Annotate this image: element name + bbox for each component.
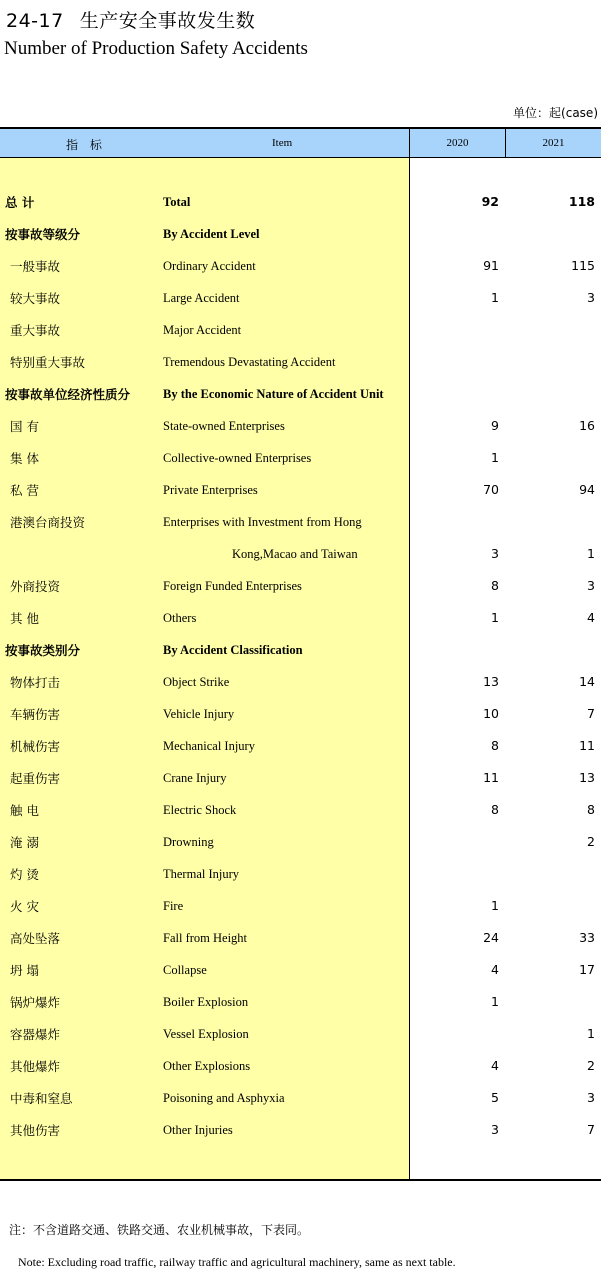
top-rule	[0, 127, 601, 129]
value-2021: 3	[587, 578, 595, 593]
value-2020: 1	[491, 994, 499, 1009]
table-row	[0, 254, 601, 286]
row-label-cn: 机械伤害	[10, 739, 61, 754]
row-label-cn: 按事故等级分	[5, 227, 81, 242]
row-label-en: Others	[163, 611, 197, 625]
row-label-en: Collective-owned Enterprises	[163, 451, 312, 465]
table-title-en: Number of Production Safety Accidents	[4, 38, 308, 59]
table-row	[0, 702, 601, 734]
row-label-cn: 触 电	[10, 803, 39, 818]
value-2020: 8	[491, 738, 499, 753]
value-2020: 1	[491, 898, 499, 913]
row-label-en: Large Accident	[163, 291, 240, 305]
row-label-en: Other Injuries	[163, 1123, 233, 1137]
row-label-cn: 其他爆炸	[10, 1059, 61, 1074]
row-label-cn: 私 营	[10, 483, 39, 498]
value-2021: 1	[587, 1026, 595, 1041]
value-2021: 115	[571, 258, 595, 273]
value-2021: 3	[587, 290, 595, 305]
table-row	[0, 318, 601, 350]
row-label-en: Foreign Funded Enterprises	[163, 579, 302, 593]
row-label-cn: 港澳台商投资	[10, 515, 86, 530]
table-row	[0, 1118, 601, 1150]
unit-label: 单位：起(case)	[513, 106, 598, 120]
value-2021: 7	[587, 1122, 595, 1137]
header-year-2021: 2021	[542, 137, 565, 149]
row-label-en: Thermal Injury	[163, 867, 240, 881]
row-label-en: Boiler Explosion	[163, 995, 249, 1009]
table-row	[0, 542, 601, 574]
table-row	[0, 574, 601, 606]
value-2021: 94	[579, 482, 595, 497]
table-row	[0, 990, 601, 1022]
row-label-en: Electric Shock	[163, 803, 237, 817]
row-label-en: Ordinary Accident	[163, 259, 256, 273]
row-label-cn: 灼 烫	[10, 867, 39, 882]
value-2020: 1	[491, 290, 499, 305]
bottom-rule	[0, 1179, 601, 1181]
row-label-cn: 坍 塌	[10, 963, 39, 978]
value-2020: 92	[481, 194, 499, 209]
value-2021: 14	[579, 674, 595, 689]
value-2020: 3	[491, 1122, 499, 1137]
row-label-cn: 集 体	[10, 451, 39, 466]
table-row	[0, 222, 601, 254]
row-label-en: Private Enterprises	[163, 483, 258, 497]
value-2021: 33	[579, 930, 595, 945]
table-row	[0, 350, 601, 382]
value-2020: 10	[483, 706, 499, 721]
value-2021: 2	[587, 834, 595, 849]
table-row	[0, 478, 601, 510]
row-label-en: Major Accident	[163, 323, 242, 337]
header-item-en: Item	[272, 137, 293, 149]
row-label-cn: 容器爆炸	[10, 1027, 61, 1042]
table-row	[0, 1022, 601, 1054]
row-label-en: Vessel Explosion	[163, 1027, 249, 1041]
header-year-2020: 2020	[446, 137, 469, 149]
row-label-en: Total	[163, 195, 191, 209]
value-2020: 70	[483, 482, 499, 497]
row-label-en: Fire	[163, 899, 184, 913]
table-row	[0, 766, 601, 798]
value-2020: 9	[491, 418, 499, 433]
table-row	[0, 670, 601, 702]
row-label-en: Object Strike	[163, 675, 230, 689]
row-label-cn: 物体打击	[10, 675, 61, 690]
value-2020: 91	[483, 258, 499, 273]
row-label-en: Poisoning and Asphyxia	[163, 1091, 285, 1105]
header-indicator-cn: 指 标	[66, 138, 106, 152]
value-2020: 24	[483, 930, 499, 945]
row-label-cn: 火 灾	[10, 899, 39, 914]
value-2021: 118	[568, 194, 595, 209]
row-label-en: Vehicle Injury	[163, 707, 235, 721]
row-label-cn: 按事故单位经济性质分	[5, 387, 131, 402]
value-2021: 17	[579, 962, 595, 977]
value-2020: 8	[491, 802, 499, 817]
row-label-cn: 按事故类别分	[5, 643, 81, 658]
value-2020: 1	[491, 610, 499, 625]
table-row	[0, 414, 601, 446]
row-label-cn: 中毒和窒息	[10, 1091, 73, 1106]
row-label-cn: 起重伤害	[10, 771, 61, 786]
row-label-en: Fall from Height	[163, 931, 248, 945]
table-number: 24-17	[6, 10, 64, 32]
value-2020: 1	[491, 450, 499, 465]
table-row	[0, 1086, 601, 1118]
value-2021: 13	[579, 770, 595, 785]
value-2021: 3	[587, 1090, 595, 1105]
value-2020: 5	[491, 1090, 499, 1105]
note-cn: 注：不含道路交通、铁路交通、农业机械事故，下表同。	[9, 1223, 310, 1237]
table-title-cn	[6, 6, 255, 33]
row-label-en: By the Economic Nature of Accident Unit	[163, 387, 384, 401]
note-en: Note: Excluding road traffic, railway traffic and agricultural machinery, same as next table.	[18, 1255, 456, 1269]
table-row	[0, 926, 601, 958]
value-2020: 11	[483, 770, 499, 785]
table-row	[0, 606, 601, 638]
table-row	[0, 638, 601, 670]
table-row	[0, 190, 601, 222]
value-2021: 11	[579, 738, 595, 753]
value-2021: 7	[587, 706, 595, 721]
value-2020: 8	[491, 578, 499, 593]
value-2020: 4	[491, 962, 499, 977]
table-row	[0, 446, 601, 478]
value-2021: 2	[587, 1058, 595, 1073]
table-row	[0, 830, 601, 862]
row-label-en: Collapse	[163, 963, 207, 977]
table-row	[0, 286, 601, 318]
row-label-cn: 国 有	[10, 419, 39, 434]
table-row	[0, 798, 601, 830]
row-label-cn: 外商投资	[10, 579, 61, 594]
value-2021: 8	[587, 802, 595, 817]
table-row	[0, 510, 601, 542]
row-label-en: State-owned Enterprises	[163, 419, 285, 433]
row-label-en: Kong,Macao and Taiwan	[232, 547, 358, 561]
table-row	[0, 862, 601, 894]
table-body	[0, 190, 601, 1150]
title-cn-text: 生产安全事故发生数	[79, 10, 256, 32]
row-label-en: Drowning	[163, 835, 214, 849]
row-label-cn: 淹 溺	[10, 835, 39, 850]
row-label-cn: 车辆伤害	[10, 707, 61, 722]
row-label-cn: 锅炉爆炸	[10, 995, 61, 1010]
row-label-en: Mechanical Injury	[163, 739, 255, 753]
row-label-cn: 其他伤害	[10, 1123, 61, 1138]
value-2021: 4	[587, 610, 595, 625]
value-2021: 16	[579, 418, 595, 433]
row-label-cn: 其 他	[10, 611, 39, 626]
table-row	[0, 958, 601, 990]
table-row	[0, 734, 601, 766]
row-label-en: Tremendous Devastating Accident	[163, 355, 336, 369]
row-label-cn: 一般事故	[10, 259, 61, 274]
row-label-cn: 高处坠落	[10, 931, 61, 946]
header-rule	[0, 157, 601, 158]
value-2020: 3	[491, 546, 499, 561]
row-label-cn: 总 计	[5, 195, 35, 210]
table-row	[0, 1054, 601, 1086]
row-label-cn: 特别重大事故	[10, 355, 86, 370]
row-label-en: Crane Injury	[163, 771, 227, 785]
table-row	[0, 382, 601, 414]
statistics-table	[0, 127, 601, 1182]
value-2020: 13	[483, 674, 499, 689]
row-label-en: Other Explosions	[163, 1059, 251, 1073]
row-label-cn: 较大事故	[10, 291, 61, 306]
table-row	[0, 894, 601, 926]
row-label-cn: 重大事故	[10, 323, 61, 338]
value-2020: 4	[491, 1058, 499, 1073]
row-label-en: Enterprises with Investment from Hong	[163, 515, 362, 529]
value-2021: 1	[587, 546, 595, 561]
row-label-en: By Accident Level	[163, 227, 260, 241]
row-label-en: By Accident Classification	[163, 643, 303, 657]
